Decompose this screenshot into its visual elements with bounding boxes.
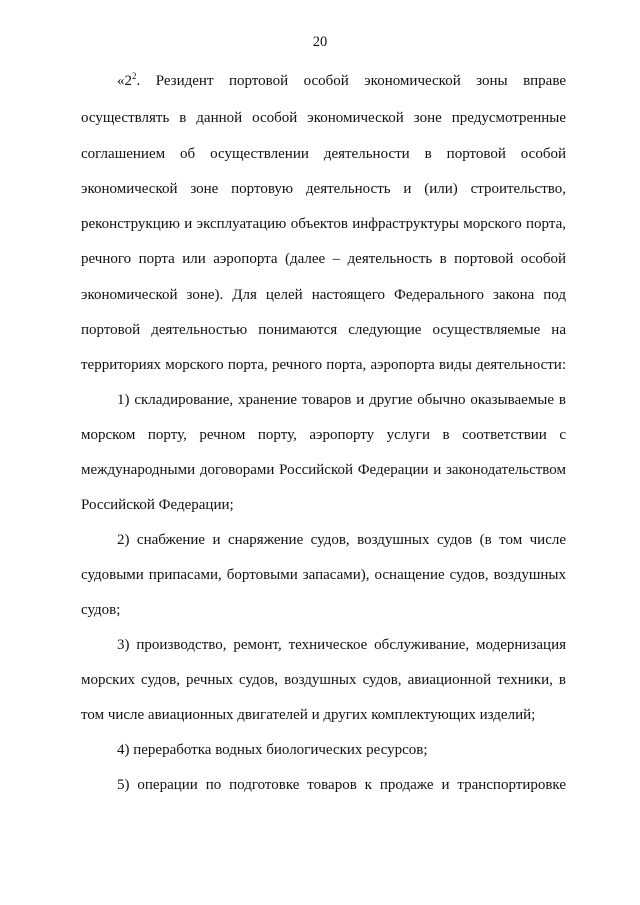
list-item-line: 2) снабжение и снаряжение судов, воздушных судов (в том числе	[117, 532, 566, 548]
list-item-line: 1) складирование, хранение товаров и другие обычно оказываемые в	[117, 392, 566, 408]
list-item-line: Российской Федерации;	[81, 497, 234, 513]
paragraph-line: экономической зоне). Для целей настоящего Федерального закона под	[81, 287, 566, 303]
paragraph-line: осуществлять в данной особой экономической зоне предусмотренные	[81, 110, 566, 126]
list-item-line: 4) переработка водных биологических ресурсов;	[117, 742, 428, 758]
list-item-line: морском порту, речном порту, аэропорту услуги в соответствии с	[81, 427, 566, 443]
list-item-line: международными договорами Российской Федерации и законодательством	[81, 462, 566, 478]
paragraph-line: портовой деятельностью понимаются следующие осуществляемые на	[81, 322, 566, 338]
paragraph-line: речного порта или аэропорта (далее – деятельность в портовой особой	[81, 251, 566, 267]
page-number: 20	[312, 34, 328, 50]
list-item-line: судов;	[81, 602, 121, 618]
paragraph-line	[117, 72, 566, 90]
list-item-line: 3) производство, ремонт, техническое обслуживание, модернизация	[117, 637, 566, 653]
paragraph-line-text: . Резидент портовой особой экономической зоны вправе	[136, 73, 566, 89]
paragraph-line: экономической зоне портовую деятельность и (или) строительство,	[81, 181, 566, 197]
list-item-line: 5) операции по подготовке товаров к продаже и транспортировке	[117, 777, 566, 793]
superscript-index: 2	[132, 71, 137, 81]
paragraph-line: реконструкцию и эксплуатацию объектов инфраструктуры морского порта,	[81, 216, 566, 232]
paragraph-line: территориях морского порта, речного порта, аэропорта виды деятельности:	[81, 357, 566, 373]
paragraph-number: «2	[117, 73, 132, 89]
list-item-line: том числе авиационных двигателей и других комплектующих изделий;	[81, 707, 536, 723]
list-item-line: морских судов, речных судов, воздушных судов, авиационной техники, в	[81, 672, 566, 688]
list-item-line: судовыми припасами, бортовыми запасами), оснащение судов, воздушных	[81, 567, 566, 583]
paragraph-line: соглашением об осуществлении деятельности в портовой особой	[81, 146, 566, 162]
